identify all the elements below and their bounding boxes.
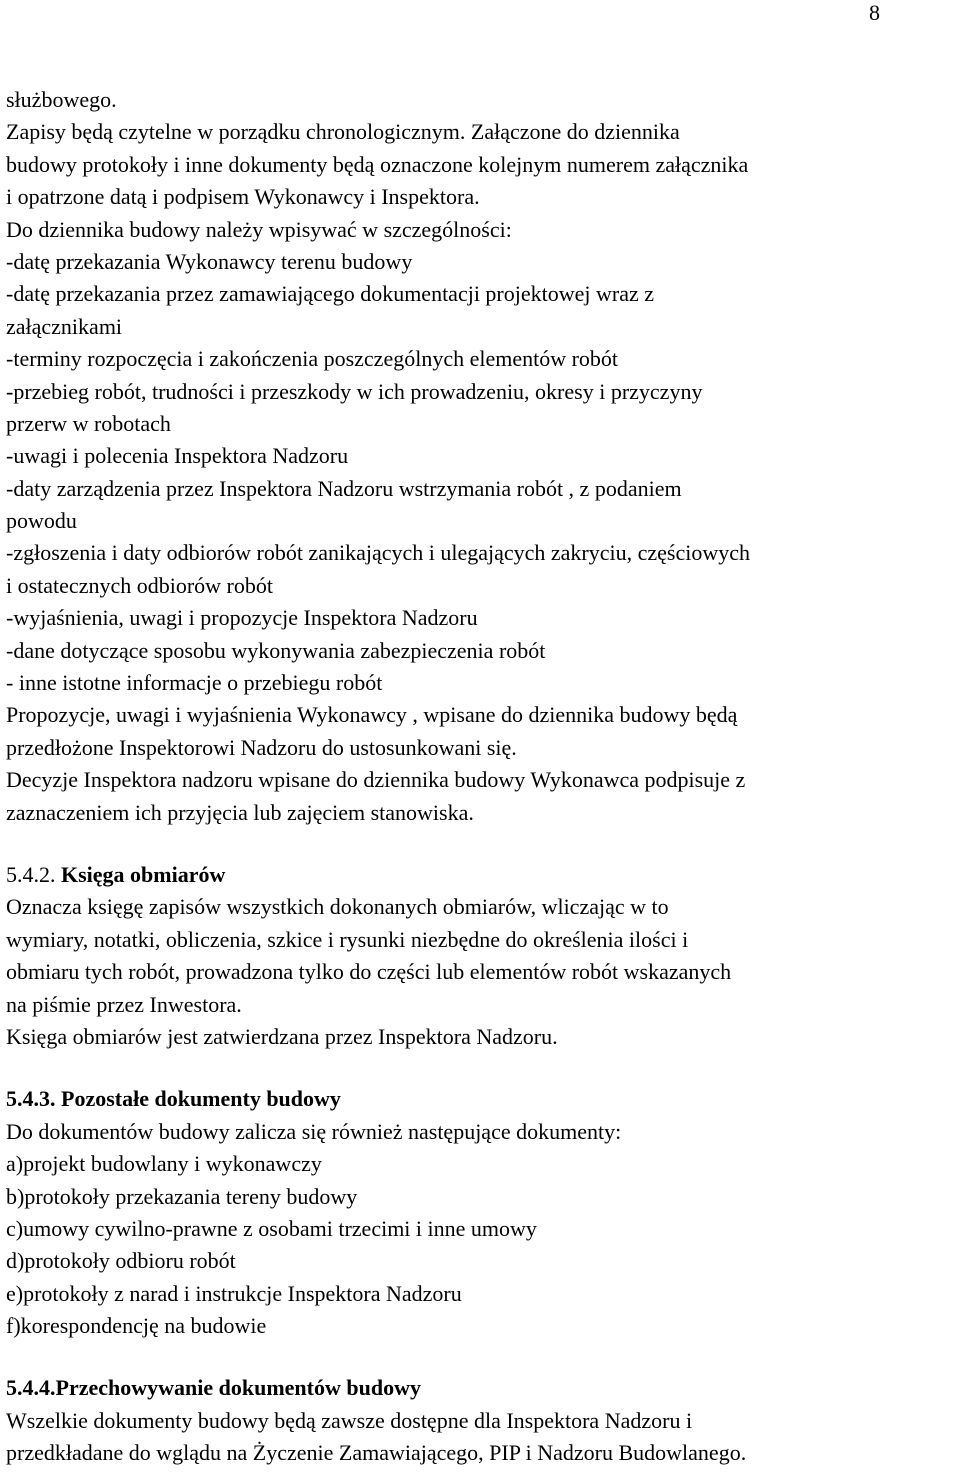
text-line: przedkładane do wglądu na Życzenie Zamawiającego, PIP i Nadzoru Budowlanego.: [6, 1440, 747, 1466]
text-line: -daty zarządzenia przez Inspektora Nadzoru wstrzymania robót , z podaniem: [6, 475, 682, 501]
text-line: przerw w robotach: [6, 410, 171, 436]
text-line: powodu: [6, 508, 77, 534]
text-line: -datę przekazania przez zamawiającego dokumentacji projektowej wraz z: [6, 281, 655, 307]
section-title: Pozostałe dokumenty budowy: [61, 1086, 341, 1112]
text-line: i opatrzone datą i podpisem Wykonawcy i Inspektora.: [6, 184, 480, 210]
list-item: d)protokoły odbioru robót: [6, 1248, 236, 1274]
text-line: - inne istotne informacje o przebiegu robót: [6, 670, 383, 696]
text-line: załącznikami: [6, 313, 123, 339]
text-line: służbowego.: [6, 87, 117, 112]
section-544: [6, 1372, 956, 1469]
list-item: f)korespondencję na budowie: [6, 1313, 267, 1339]
list-item: c)umowy cywilno-prawne z osobami trzecimi i inne umowy: [6, 1215, 537, 1241]
text-line: -terminy rozpoczęcia i zakończenia poszczególnych elementów robót: [6, 346, 619, 372]
document-body: [6, 84, 956, 1470]
text-line: -datę przekazania Wykonawcy terenu budowy: [6, 248, 413, 274]
spacer: [6, 1053, 956, 1083]
list-item: b)protokoły przekazania tereny budowy: [6, 1183, 358, 1209]
text-line: Decyzje Inspektora nadzoru wpisane do dziennika budowy Wykonawca podpisuje z: [6, 767, 746, 793]
section-block1: [6, 84, 956, 829]
text-line: budowy protokoły i inne dokumenty będą oznaczone kolejnym numerem załącznika: [6, 151, 749, 177]
section-heading: [6, 1083, 956, 1115]
text-line: -przebieg robót, trudności i przeszkody w ich prowadzeniu, okresy i przyczyny: [6, 378, 703, 404]
text-line: -wyjaśnienia, uwagi i propozycje Inspektora Nadzoru: [6, 605, 478, 631]
section-543: [6, 1083, 956, 1342]
section-number: 5.4.2.: [6, 861, 56, 887]
text-line: Propozycje, uwagi i wyjaśnienia Wykonawcy , wpisane do dziennika budowy będą: [6, 702, 738, 728]
text-line: -dane dotyczące sposobu wykonywania zabezpieczenia robót: [6, 637, 546, 663]
text-line: obmiaru tych robót, prowadzona tylko do części lub elementów robót wskazanych: [6, 959, 732, 985]
text-line: -zgłoszenia i daty odbiorów robót zanikających i ulegających zakryciu, częściowych: [6, 540, 751, 566]
section-heading: 5.4.4.Przechowywanie dokumentów budowy: [6, 1375, 421, 1401]
spacer: [6, 829, 956, 859]
section-heading: [6, 859, 956, 891]
text-line: Oznacza księgę zapisów wszystkich dokonanych obmiarów, wliczając w to: [6, 894, 669, 920]
text-line: na piśmie przez Inwestora.: [6, 991, 242, 1017]
text-line: -uwagi i polecenia Inspektora Nadzoru: [6, 443, 349, 469]
section-542: [6, 859, 956, 1053]
text-line: Wszelkie dokumenty budowy będą zawsze dostępne dla Inspektora Nadzoru i: [6, 1407, 693, 1433]
text-line: zaznaczeniem ich przyjęcia lub zajęciem stanowiska.: [6, 799, 474, 825]
text-line: i ostatecznych odbiorów robót: [6, 572, 273, 598]
spacer: [6, 1342, 956, 1372]
text-line: Księga obmiarów jest zatwierdzana przez Inspektora Nadzoru.: [6, 1023, 558, 1049]
text-line: Do dokumentów budowy zalicza się również następujące dokumenty:: [6, 1118, 622, 1144]
list-item: a)projekt budowlany i wykonawczy: [6, 1151, 322, 1177]
text-line: wymiary, notatki, obliczenia, szkice i rysunki niezbędne do określenia ilości i: [6, 926, 689, 952]
section-number: 5.4.3.: [6, 1086, 56, 1112]
text-line: Do dziennika budowy należy wpisywać w szczególności:: [6, 216, 512, 242]
text-line: przedłożone Inspektorowi Nadzoru do ustosunkowani się.: [6, 734, 517, 760]
list-item: e)protokoły z narad i instrukcje Inspektora Nadzoru: [6, 1280, 462, 1306]
page-number: 8: [869, 0, 880, 25]
section-title: Księga obmiarów: [61, 861, 226, 887]
text-line: Zapisy będą czytelne w porządku chronologicznym. Załączone do dziennika: [6, 119, 680, 145]
